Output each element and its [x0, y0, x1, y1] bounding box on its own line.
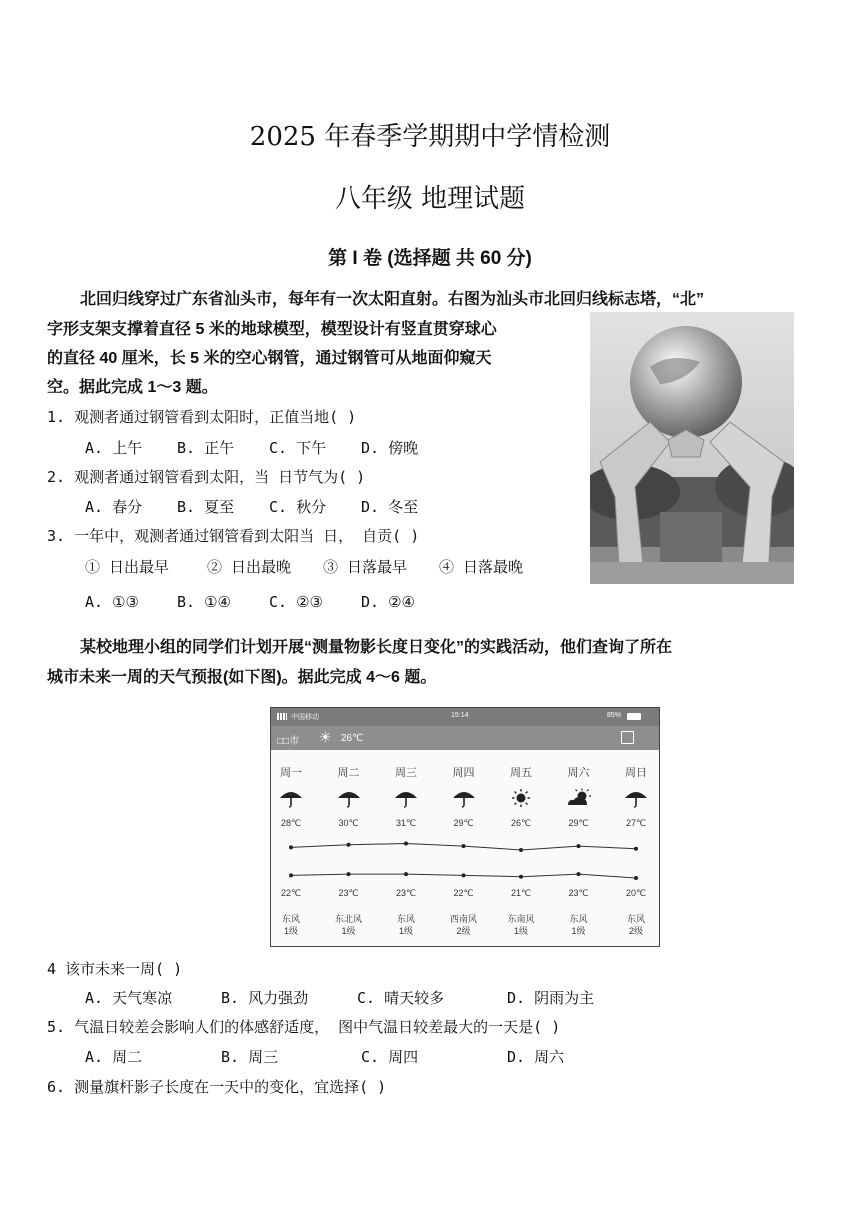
- forecast-high-temp: 29℃: [568, 818, 589, 828]
- q1-option-a[interactable]: A. 上午: [85, 439, 143, 457]
- forecast-high-temp: 29℃: [453, 818, 474, 828]
- passage1-line-2: 字形支架支撑着直径 5 米的地球模型，模型设计有竖直贯穿球心: [47, 321, 497, 338]
- high-temp-line-point: [289, 845, 293, 849]
- question-4-options: [85, 987, 594, 1008]
- high-temp-line-point: [634, 847, 638, 851]
- wind-direction: 东南风: [507, 914, 535, 924]
- q5-option-c[interactable]: C. 周四: [361, 1048, 419, 1066]
- high-temp-line-point: [462, 844, 466, 848]
- high-temp-line-point: [347, 843, 351, 847]
- city-name: □□市: [277, 736, 300, 747]
- section-heading: 第 I 卷 (选择题 共 60 分): [328, 248, 532, 269]
- forecast-day-name: 周六: [567, 767, 590, 779]
- q3-option-c[interactable]: C. ②③: [269, 593, 323, 611]
- exam-title: 2025 年春季学期期中学情检测: [249, 122, 611, 152]
- q2-option-c[interactable]: C. 秋分: [269, 498, 327, 516]
- forecast-day-name: 周日: [625, 767, 647, 779]
- forecast-day-name: 周三: [395, 767, 417, 779]
- battery-percent: 85%: [607, 712, 622, 719]
- wind-direction: 东风: [569, 914, 588, 924]
- wind-direction: 东风: [396, 914, 415, 924]
- low-temp-line-point: [634, 876, 638, 880]
- high-temp-line-point: [519, 848, 523, 852]
- q4-option-d[interactable]: D. 阴雨为主: [507, 989, 595, 1007]
- q1-option-d[interactable]: D. 傍晚: [361, 439, 419, 457]
- passage1-line-4: 空。据此完成 1～3 题。: [47, 379, 218, 396]
- question-5-options: [85, 1046, 564, 1067]
- wind-direction: 东北风: [334, 914, 362, 924]
- q2-option-a[interactable]: A. 春分: [85, 498, 143, 516]
- wind-level: 1级: [513, 926, 528, 936]
- forecast-day-name: 周一: [280, 767, 302, 779]
- high-temp-line-point: [577, 844, 581, 848]
- forecast-high-temp: 30℃: [338, 818, 359, 828]
- question-3-items: [85, 556, 523, 577]
- q3-option-a[interactable]: A. ①③: [85, 593, 139, 611]
- sun-icon: ☀: [319, 729, 332, 745]
- temperature-curves: [271, 708, 659, 946]
- wind-direction: 西南风: [449, 914, 477, 924]
- exam-subtitle: 八年级 地理试题: [334, 184, 526, 214]
- q4-option-c[interactable]: C. 晴天较多: [357, 989, 445, 1007]
- wind-level: 2级: [628, 926, 643, 936]
- q3-item-1: ① 日出最早: [85, 558, 170, 576]
- forecast-low-temp: 22℃: [453, 888, 474, 898]
- forecast-low-temp: 22℃: [280, 888, 302, 898]
- low-temp-line-point: [577, 872, 581, 876]
- wind-level: 1级: [398, 926, 413, 936]
- question-2-options: [85, 496, 418, 517]
- wind-level: 1级: [571, 926, 586, 936]
- weather-forecast-panel: [270, 707, 660, 947]
- forecast-low-temp: 20℃: [625, 888, 647, 898]
- q4-option-b[interactable]: B. 风力强劲: [221, 989, 309, 1007]
- forecast-low-temp: 21℃: [510, 888, 532, 898]
- wind-direction: 东风: [626, 914, 645, 924]
- passage2-line-1: 某校地理小组的同学们计划开展“测量物影长度日变化”的实践活动，他们查询了所在: [80, 639, 673, 656]
- forecast-low-temp: 23℃: [395, 888, 417, 898]
- carrier-name: 中国移动: [291, 714, 319, 721]
- question-1-options: [85, 437, 418, 458]
- low-temp-line-point: [347, 872, 351, 876]
- q5-option-b[interactable]: B. 周三: [221, 1048, 279, 1066]
- forecast-low-temp: 23℃: [338, 888, 359, 898]
- forecast-day-name: 周五: [510, 767, 532, 779]
- current-temp: 26℃: [341, 733, 364, 744]
- passage2-line-2: 城市未来一周的天气预报(如下图)。据此完成 4～6 题。: [47, 669, 437, 686]
- low-temp-line-point: [519, 875, 523, 879]
- forecast-high-temp: 31℃: [395, 818, 417, 828]
- question-5-stem: 5. 气温日较差会影响人们的体感舒适度， 图中气温日较差最大的一天是( ): [47, 1018, 561, 1036]
- q4-option-a[interactable]: A. 天气寒凉: [85, 989, 173, 1007]
- status-time: 15:14: [451, 712, 469, 719]
- low-temp-line-point: [289, 873, 293, 877]
- forecast-low-temp: 23℃: [568, 888, 589, 898]
- q5-option-d[interactable]: D. 周六: [507, 1048, 565, 1066]
- q3-option-b[interactable]: B. ①④: [177, 593, 231, 611]
- q3-item-3: ③ 日落最早: [323, 558, 408, 576]
- high-temp-line-point: [404, 842, 408, 846]
- passage1-line-3: 的直径 40 厘米，长 5 米的空心钢管，通过钢管可从地面仰窥天: [47, 350, 492, 367]
- forecast-high-temp: 27℃: [625, 818, 647, 828]
- wind-level: 1级: [283, 926, 298, 936]
- tropic-marker-photo: [590, 312, 794, 584]
- forecast-high-temp: 28℃: [280, 818, 302, 828]
- passage1-line-1: 北回归线穿过广东省汕头市，每年有一次太阳直射。右图为汕头市北回归线标志塔，“北”: [80, 291, 705, 308]
- q3-item-4: ④ 日落最晚: [439, 558, 524, 576]
- question-1-stem: 1. 观测者通过钢管看到太阳时，正值当地( ): [47, 408, 357, 426]
- low-temp-line-point: [462, 873, 466, 877]
- low-temp-line-point: [404, 872, 408, 876]
- wind-level: 1级: [341, 926, 356, 936]
- question-3-stem: 3. 一年中，观测者通过钢管看到太阳当 日， 自贡( ): [47, 527, 420, 545]
- question-6-stem: 6. 测量旗杆影子长度在一天中的变化，宜选择( ): [47, 1078, 387, 1096]
- wind-level: 2级: [456, 926, 471, 936]
- wind-direction: 东风: [281, 914, 300, 924]
- q3-option-d[interactable]: D. ②④: [361, 593, 415, 611]
- forecast-day-name: 周四: [452, 767, 475, 779]
- forecast-high-temp: 26℃: [510, 818, 532, 828]
- q1-option-c[interactable]: C. 下午: [269, 439, 327, 457]
- forecast-day-name: 周二: [337, 767, 360, 779]
- q2-option-b[interactable]: B. 夏至: [177, 498, 235, 516]
- q5-option-a[interactable]: A. 周二: [85, 1048, 143, 1066]
- q3-item-2: ② 日出最晚: [207, 558, 292, 576]
- question-4-stem: 4 该市未来一周( ): [47, 960, 183, 978]
- q2-option-d[interactable]: D. 冬至: [361, 498, 419, 516]
- question-2-stem: 2. 观测者通过钢管看到太阳，当 日节气为( ): [47, 468, 366, 486]
- q1-option-b[interactable]: B. 正午: [177, 439, 235, 457]
- question-3-options: [85, 593, 415, 611]
